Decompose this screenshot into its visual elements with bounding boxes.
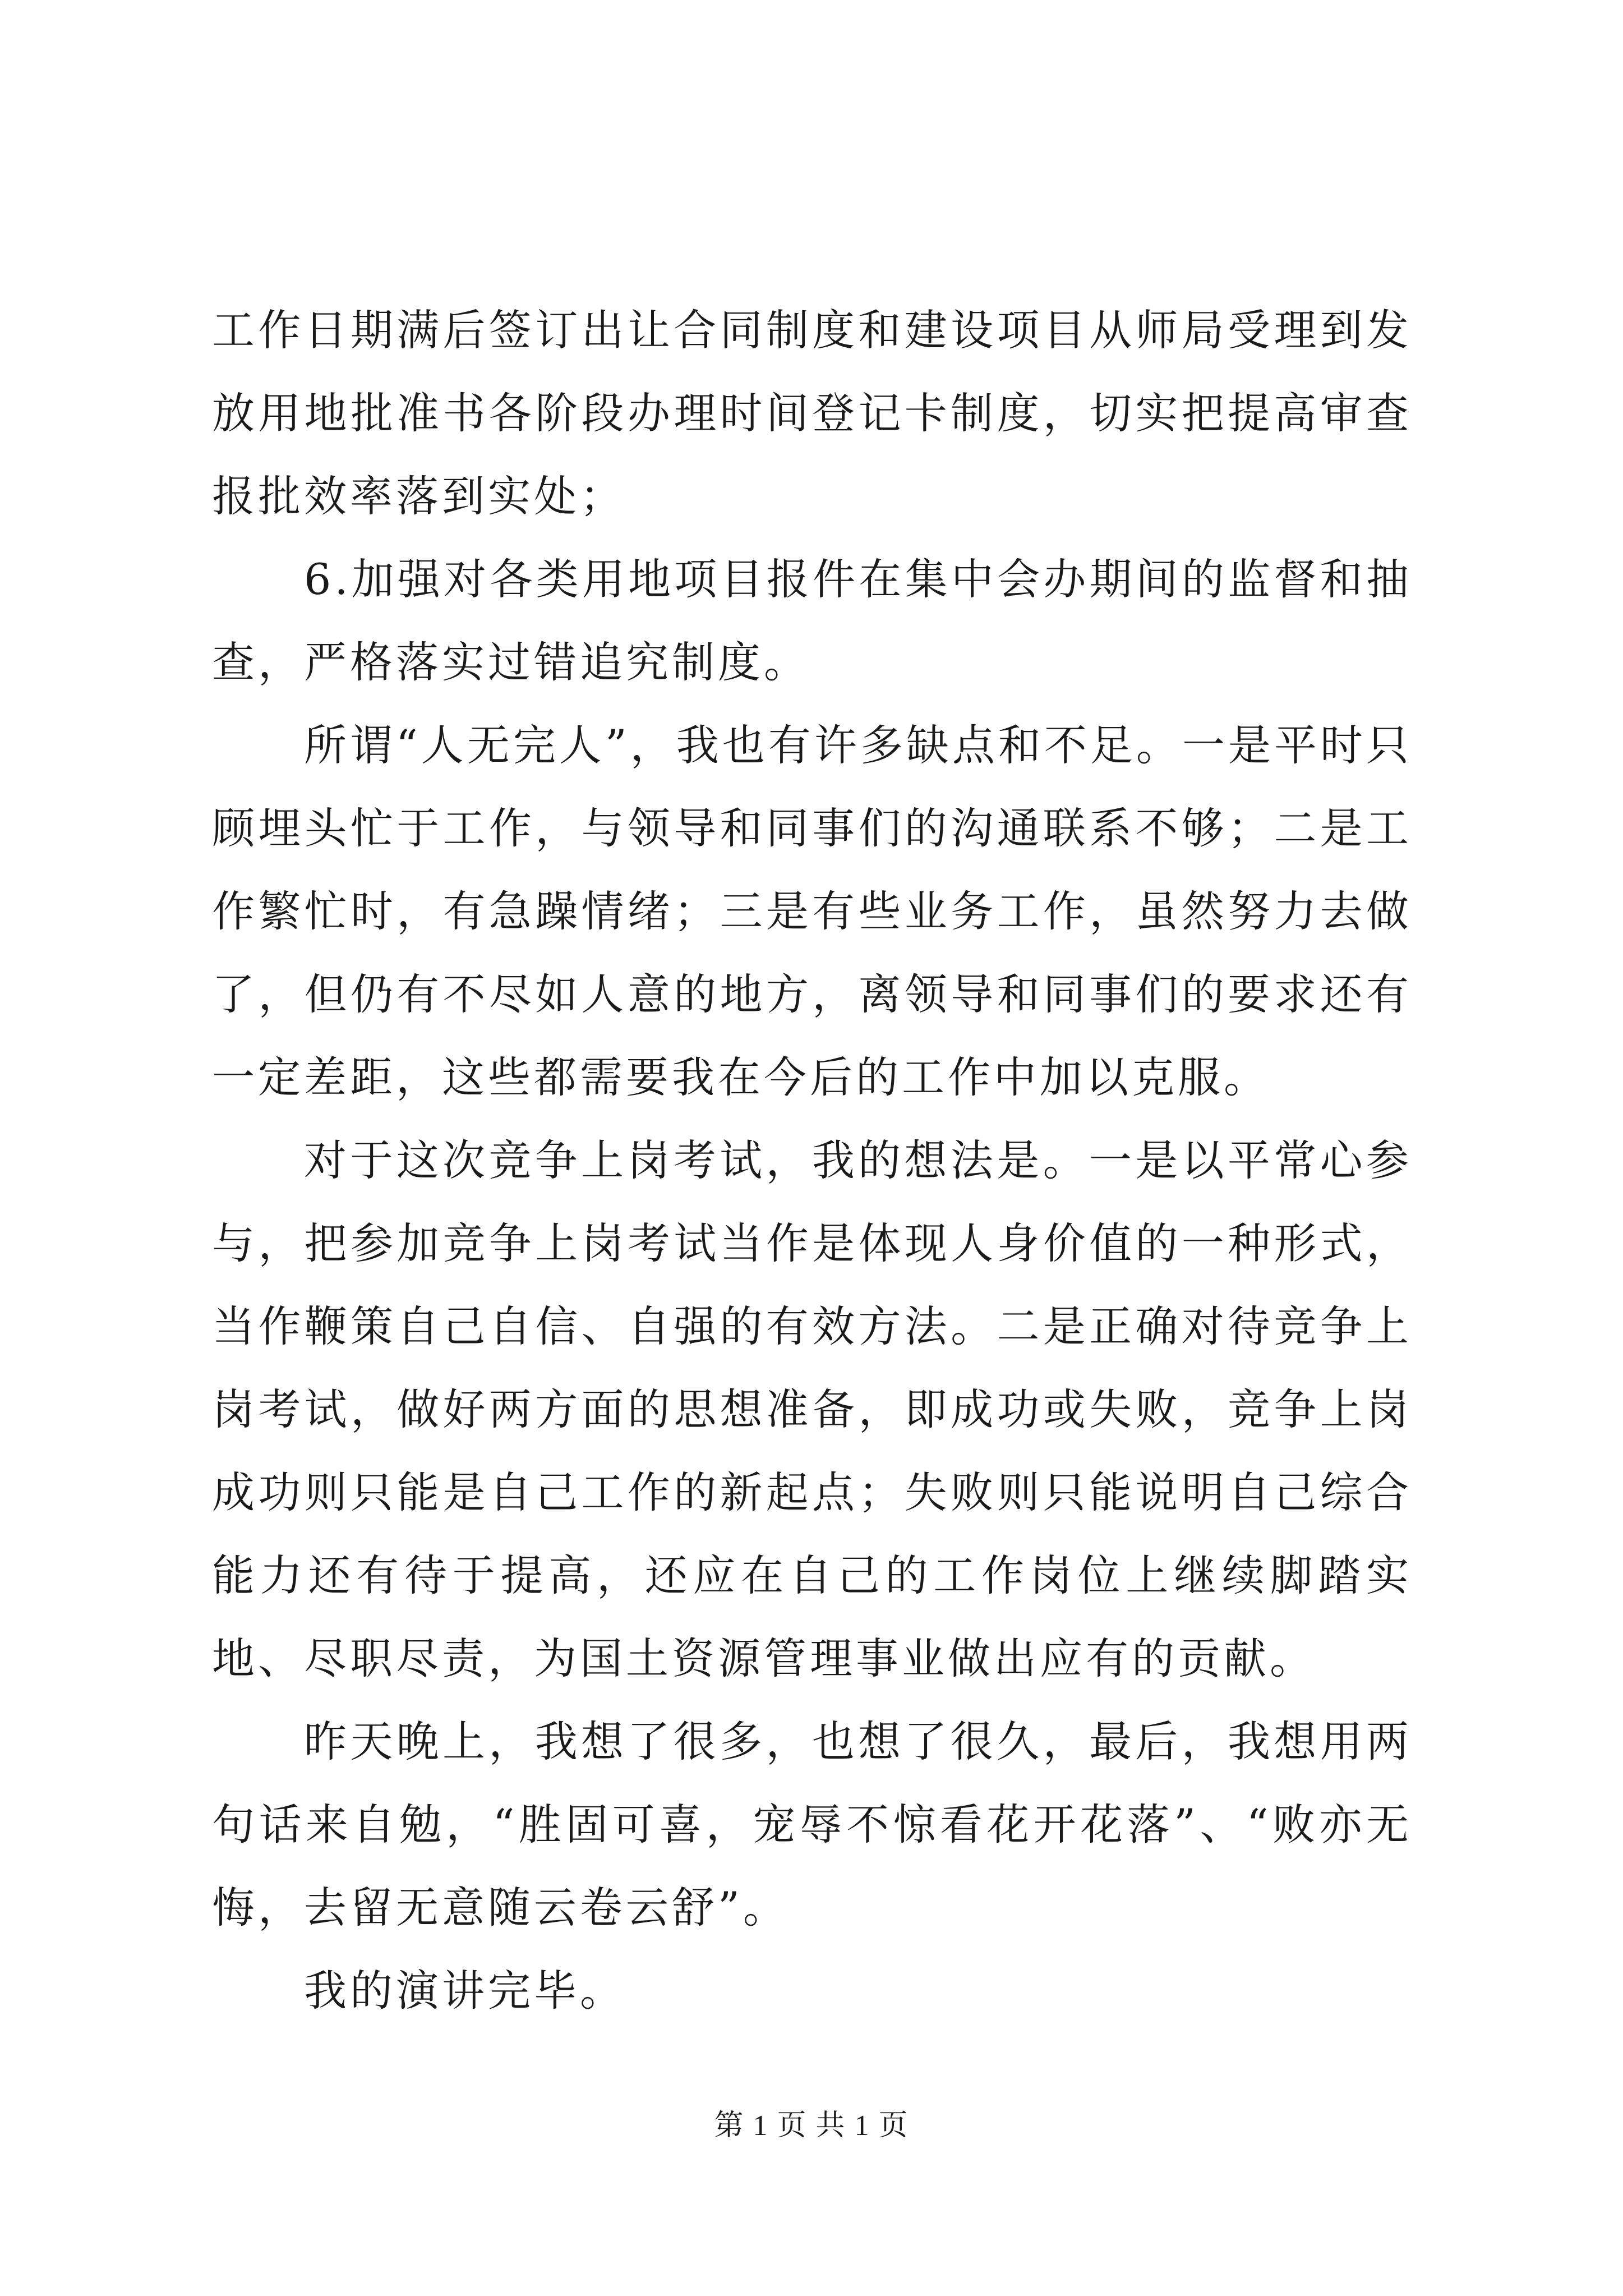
- paragraph-item-6: 6.加强对各类用地项目报件在集中会办期间的监督和抽查，严格落实过错追究制度。: [212, 554, 1412, 687]
- paragraph-continuation: 工作日期满后签订出让合同制度和建设项目从师局受理到发放用地批准书各阶段办理时间登记卡制度，切实把提高审查报批效率落到实处；: [212, 305, 1412, 521]
- paragraph-shortcomings: 所谓“人无完人”，我也有许多缺点和不足。一是平时只顾埋头忙于工作，与领导和同事们的沟通联系不够；二是工作繁忙时，有急躁情绪；三是有些业务工作，虽然努力去做了，但仍有不尽如人意的地方，离领导和同事们的要求还有一定差距，这些都需要我在今后的工作中加以克服。: [212, 720, 1412, 1102]
- paragraph-end-statement: 我的演讲完毕。: [304, 1966, 626, 2016]
- paragraph-exam-attitude: 对于这次竞争上岗考试，我的想法是。一是以平常心参与，把参加竞争上岗考试当作是体现人身价值的一种形式，当作鞭策自己自信、自强的有效方法。二是正确对待竞争上岗考试，做好两方面的思想准备，即成功或失败，竞争上岗成功则只能是自己工作的新起点；失败则只能说明自己综合能力还有待于提高，还应在自己的工作岗位上继续脚踏实地、尽职尽责，为国土资源管理事业做出应有的贡献。: [212, 1135, 1412, 1683]
- paragraph-closing-motto: 昨天晚上，我想了很多，也想了很久，最后，我想用两句话来自勉，“胜固可喜，宠辱不惊看花开花落”、“败亦无悔，去留无意随云卷云舒”。: [212, 1717, 1412, 1932]
- document-body: [212, 289, 1412, 2032]
- page-footer: 第 1 页 共 1 页: [714, 2110, 909, 2142]
